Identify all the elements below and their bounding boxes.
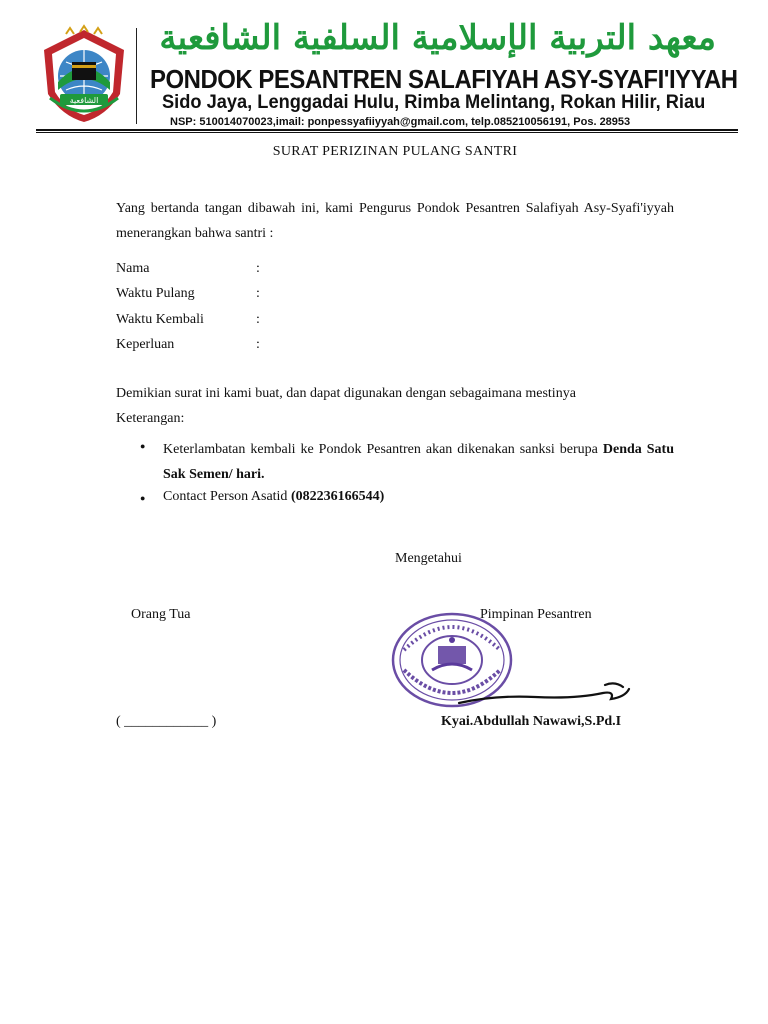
bullet-icon: ●	[140, 441, 146, 451]
field-colon: :	[256, 312, 260, 327]
field-label-purpose: Keperluan	[116, 337, 175, 352]
institution-name: PONDOK PESANTREN SALAFIYAH ASY-SYAFI'IYYAH	[150, 64, 738, 94]
parent-signature-blank: ( ____________ )	[116, 714, 217, 729]
leader-name: Kyai.Abdullah Nawawi,S.Pd.I	[441, 714, 622, 729]
field-label-return: Waktu Kembali	[116, 312, 204, 327]
field-label-departure: Waktu Pulang	[116, 286, 195, 301]
intro-paragraph: Yang bertanda tangan dibawah ini, kami Pengurus Pondok Pesantren Salafiyah Asy-Syafi'iyyah menerangkan bahwa santri :	[116, 201, 674, 241]
note-item	[163, 489, 384, 505]
field-label-name: Nama	[116, 261, 150, 276]
note-text: Contact Person Asatid	[163, 489, 291, 504]
school-logo-icon	[36, 24, 132, 124]
note-text: Keterlambatan kembali ke Pondok Pesantren akan dikenakan sanksi berupa	[163, 442, 603, 457]
letterhead-rule-thin	[36, 132, 738, 133]
leader-signature-label: Pimpinan Pesantren	[480, 607, 592, 622]
parent-signature-label: Orang Tua	[131, 607, 191, 622]
letter-title: SURAT PERIZINAN PULANG SANTRI	[272, 144, 518, 159]
letterhead-divider	[136, 28, 137, 124]
bullet-icon: ●	[140, 493, 146, 503]
arabic-institution-name: معهد التربية الإسلامية السلفية الشافعية	[159, 18, 716, 58]
notes-label: Keterangan:	[116, 411, 185, 426]
field-colon: :	[256, 337, 260, 352]
closing-sentence: Demikian surat ini kami buat, dan dapat digunakan dengan sebagaimana mestinya	[116, 386, 576, 401]
note-emphasis: (082236166544)	[290, 489, 385, 504]
handwritten-signature-icon	[455, 675, 635, 715]
letterhead-rule	[36, 129, 738, 131]
field-colon: :	[256, 261, 260, 276]
note-emphasis: Denda Satu Sak Semen/ hari.	[163, 442, 674, 482]
institution-address: Sido Jaya, Lenggadai Hulu, Rimba Melintang, Rokan Hilir, Riau	[162, 92, 706, 113]
note-item	[163, 437, 674, 487]
field-colon: :	[256, 286, 260, 301]
logo-text: الشافعية	[69, 96, 99, 105]
institution-contact: NSP: 510014070023,imail: ponpessyafiiyyah@gmail.com, telp.085210056191, Pos. 28953	[170, 116, 631, 128]
acknowledged-label: Mengetahui	[395, 551, 462, 566]
